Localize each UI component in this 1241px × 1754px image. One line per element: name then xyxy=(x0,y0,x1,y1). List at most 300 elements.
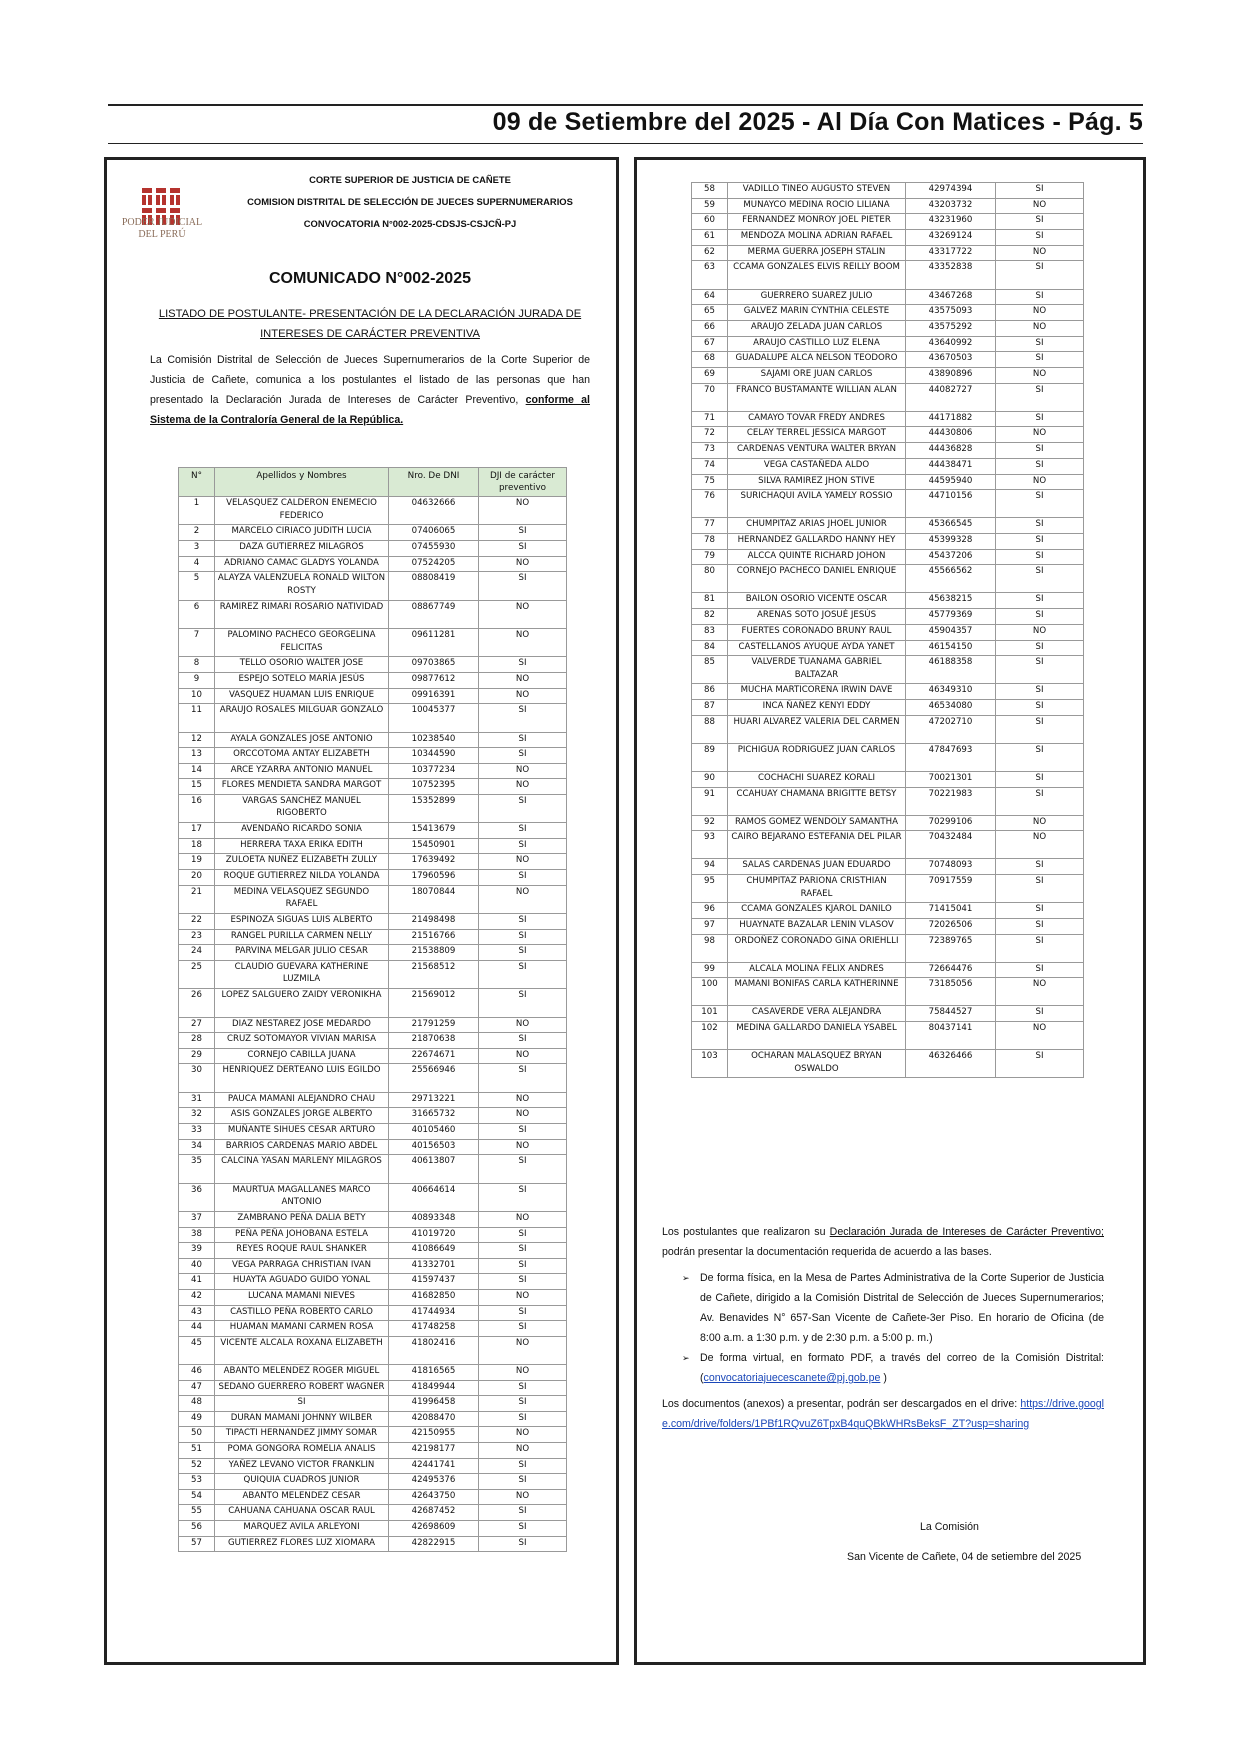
cell-dni: 42495376 xyxy=(389,1474,479,1490)
cell-name: GALVEZ MARIN CYNTHIA CELESTE xyxy=(728,305,906,321)
cell-number: 63 xyxy=(692,261,728,289)
cell-number: 77 xyxy=(692,518,728,534)
cell-number: 49 xyxy=(179,1411,215,1427)
cell-number: 73 xyxy=(692,443,728,459)
cell-number: 31 xyxy=(179,1092,215,1108)
cell-name: AVENDAÑO RICARDO SONIA xyxy=(215,823,389,839)
cell-dji: NO xyxy=(479,1365,567,1381)
table-row xyxy=(692,978,1084,1006)
cell-dni: 21569012 xyxy=(389,989,479,1017)
cell-dni: 09916391 xyxy=(389,688,479,704)
cell-dji: NO xyxy=(479,1443,567,1459)
cell-name: ROQUE GUTIERREZ NILDA YOLANDA xyxy=(215,870,389,886)
cell-dni: 08808419 xyxy=(389,572,479,600)
cell-number: 20 xyxy=(179,870,215,886)
cell-number: 62 xyxy=(692,245,728,261)
org-call-number: CONVOCATORIA N°002-2025-CDSJS-CSJCÑ-PJ xyxy=(303,218,517,229)
cell-dni: 25566946 xyxy=(389,1064,479,1092)
cell-dji: SI xyxy=(996,609,1084,625)
cell-dji: SI xyxy=(479,657,567,673)
cell-number: 12 xyxy=(179,732,215,748)
cell-dji: NO xyxy=(996,427,1084,443)
cell-number: 93 xyxy=(692,831,728,859)
table-row xyxy=(179,960,567,988)
cell-name: ASIS GONZALES JORGE ALBERTO xyxy=(215,1108,389,1124)
table-row xyxy=(179,572,567,600)
cell-dni: 72026506 xyxy=(906,918,996,934)
cell-number: 44 xyxy=(179,1321,215,1337)
cell-name: VICENTE ALCALA ROXANA ELIZABETH xyxy=(215,1336,389,1364)
table-row xyxy=(692,245,1084,261)
table-row xyxy=(692,443,1084,459)
cell-dni: 41816565 xyxy=(389,1365,479,1381)
cell-dni: 44595940 xyxy=(906,474,996,490)
cell-dni: 07455930 xyxy=(389,540,479,556)
cell-dni: 10238540 xyxy=(389,732,479,748)
header-rule-top xyxy=(108,104,1143,106)
table-row xyxy=(692,815,1084,831)
cell-dji: SI xyxy=(996,743,1084,771)
cell-name: PEÑA PEÑA JOHOBANA ESTELA xyxy=(215,1227,389,1243)
applicant-table-part1 xyxy=(178,467,567,1552)
cell-name: TIPACTI HERNANDEZ JIMMY SOMAR xyxy=(215,1427,389,1443)
cell-dji: NO xyxy=(479,885,567,913)
cell-number: 10 xyxy=(179,688,215,704)
cell-name: VASQUEZ HUAMAN LUIS ENRIQUE xyxy=(215,688,389,704)
cell-dni: 41597437 xyxy=(389,1274,479,1290)
cell-dni: 42687452 xyxy=(389,1505,479,1521)
cell-dji: SI xyxy=(479,960,567,988)
cell-dji: SI xyxy=(479,1123,567,1139)
table-row xyxy=(179,1064,567,1092)
cell-name: BAILON OSORIO VICENTE OSCAR xyxy=(728,593,906,609)
cell-name: ARAUJO CASTILLO LUZ ELENA xyxy=(728,336,906,352)
cell-dni: 41019720 xyxy=(389,1227,479,1243)
cell-name: ALAYZA VALENZUELA RONALD WILTON ROSTY xyxy=(215,572,389,600)
cell-number: 55 xyxy=(179,1505,215,1521)
cell-dji: SI xyxy=(479,1227,567,1243)
cell-dni: 17960596 xyxy=(389,870,479,886)
table-row xyxy=(179,1017,567,1033)
cell-dni: 45638215 xyxy=(906,593,996,609)
cell-dni: 47202710 xyxy=(906,715,996,743)
cell-name: CASAVERDE VERA ALEJANDRA xyxy=(728,1006,906,1022)
table-row xyxy=(179,779,567,795)
table-row xyxy=(179,945,567,961)
cell-dji: SI xyxy=(996,490,1084,518)
table-row xyxy=(179,628,567,656)
cell-number: 67 xyxy=(692,336,728,352)
cell-name: ARCE YZARRA ANTONIO MANUEL xyxy=(215,763,389,779)
cell-name: HERRERA TAXA ERIKA EDITH xyxy=(215,838,389,854)
cell-dni: 29713221 xyxy=(389,1092,479,1108)
cell-dji: NO xyxy=(479,1139,567,1155)
cell-dji: NO xyxy=(996,320,1084,336)
cell-dni: 21498498 xyxy=(389,914,479,930)
cell-name: CAMAYO TOVAR FREDY ANDRES xyxy=(728,411,906,427)
cell-dji: SI xyxy=(479,1243,567,1259)
cell-dji: SI xyxy=(996,183,1084,199)
cell-dni: 41748258 xyxy=(389,1321,479,1337)
cell-dni: 47847693 xyxy=(906,743,996,771)
cell-number: 23 xyxy=(179,929,215,945)
cell-dji: NO xyxy=(479,763,567,779)
cell-number: 100 xyxy=(692,978,728,1006)
cell-number: 71 xyxy=(692,411,728,427)
logo-caption xyxy=(118,217,206,241)
table-row xyxy=(179,1123,567,1139)
cell-dni: 21791259 xyxy=(389,1017,479,1033)
cell-name: PALOMINO PACHECO GEORGELINA FELICITAS xyxy=(215,628,389,656)
cell-number: 59 xyxy=(692,198,728,214)
table-row xyxy=(179,1289,567,1305)
cell-number: 89 xyxy=(692,743,728,771)
cell-number: 21 xyxy=(179,885,215,913)
table-row xyxy=(692,831,1084,859)
table-row xyxy=(179,1155,567,1183)
cell-name: ARAUJO ZELADA JUAN CARLOS xyxy=(728,320,906,336)
cell-dji: SI xyxy=(479,1521,567,1537)
cell-number: 36 xyxy=(179,1183,215,1211)
cell-name: SILVA RAMIREZ JHON STIVE xyxy=(728,474,906,490)
cell-number: 65 xyxy=(692,305,728,321)
header-rule-bottom xyxy=(108,143,1143,144)
cell-number: 99 xyxy=(692,962,728,978)
cell-dni: 42822915 xyxy=(389,1536,479,1552)
cell-dni: 41332701 xyxy=(389,1258,479,1274)
table-row xyxy=(692,383,1084,411)
cell-name: CALCINA YASAN MARLENY MILAGROS xyxy=(215,1155,389,1183)
cell-number: 5 xyxy=(179,572,215,600)
cell-name: ALCALA MOLINA FELIX ANDRES xyxy=(728,962,906,978)
cell-dji: SI xyxy=(479,540,567,556)
table-row xyxy=(692,699,1084,715)
cell-number: 19 xyxy=(179,854,215,870)
table-row xyxy=(692,474,1084,490)
cell-name: MAMANI BONIFAS CARLA KATHERINNE xyxy=(728,978,906,1006)
cell-name: MEDINA GALLARDO DANIELA YSABEL xyxy=(728,1022,906,1050)
cell-dni: 21568512 xyxy=(389,960,479,988)
cell-dni: 42974394 xyxy=(906,183,996,199)
cell-dni: 15450901 xyxy=(389,838,479,854)
cell-dni: 31665732 xyxy=(389,1108,479,1124)
table-row xyxy=(692,875,1084,903)
cell-dni: 70221983 xyxy=(906,787,996,815)
table-row xyxy=(179,1443,567,1459)
table-row xyxy=(692,230,1084,246)
notice-declaration-link: Declaración Jurada de Intereses de Carácter Preventivo; xyxy=(829,1226,1104,1238)
cell-dni: 75844527 xyxy=(906,1006,996,1022)
cell-number: 34 xyxy=(179,1139,215,1155)
cell-number: 58 xyxy=(692,183,728,199)
cell-number: 96 xyxy=(692,903,728,919)
cell-name: CRUZ SOTOMAYOR VIVIAN MARISA xyxy=(215,1033,389,1049)
cell-dni: 46349310 xyxy=(906,684,996,700)
cell-name: FERNANDEZ MONROY JOEL PIETER xyxy=(728,214,906,230)
cell-name: PICHIGUA RODRIGUEZ JUAN CARLOS xyxy=(728,743,906,771)
cell-dni: 41744934 xyxy=(389,1305,479,1321)
cell-name: FRANCO BUSTAMANTE WILLIAN ALAN xyxy=(728,383,906,411)
cell-number: 50 xyxy=(179,1427,215,1443)
col-header-dji: DJI de carácter preventivo xyxy=(479,468,567,497)
cell-number: 98 xyxy=(692,934,728,962)
table-row xyxy=(179,704,567,732)
subtitle: LISTADO DE POSTULANTE- PRESENTACIÓN DE LA DECLARACIÓN JURADA DE INTERESES DE CARÁCTER PREVENTIVA xyxy=(158,308,582,340)
cell-number: 97 xyxy=(692,918,728,934)
cell-dji: NO xyxy=(996,831,1084,859)
cell-number: 103 xyxy=(692,1050,728,1078)
bullet-arrow-icon: ➢ xyxy=(682,1353,690,1363)
cell-dji: NO xyxy=(479,1336,567,1364)
table-row xyxy=(179,794,567,822)
cell-name: SURICHAQUI AVILA YAMELY ROSSIO xyxy=(728,490,906,518)
cell-dji: SI xyxy=(996,1006,1084,1022)
cell-dji: SI xyxy=(479,823,567,839)
cell-number: 7 xyxy=(179,628,215,656)
table-row xyxy=(692,549,1084,565)
cell-dji: SI xyxy=(996,549,1084,565)
table-row xyxy=(692,565,1084,593)
cell-dni: 44710156 xyxy=(906,490,996,518)
cell-number: 101 xyxy=(692,1006,728,1022)
cell-dni: 80437141 xyxy=(906,1022,996,1050)
cell-dni: 21538809 xyxy=(389,945,479,961)
cell-name: GUERRERO SUAREZ JULIO xyxy=(728,289,906,305)
cell-dni: 15352899 xyxy=(389,794,479,822)
table-row xyxy=(179,1274,567,1290)
cell-name: LOPEZ SALGUERO ZAIDY VERONIKHA xyxy=(215,989,389,1017)
cell-number: 17 xyxy=(179,823,215,839)
cell-name: PARVINA MELGAR JULIO CESAR xyxy=(215,945,389,961)
cell-name: TELLO OSORIO WALTER JOSE xyxy=(215,657,389,673)
cell-number: 27 xyxy=(179,1017,215,1033)
cell-number: 41 xyxy=(179,1274,215,1290)
cell-dji: NO xyxy=(479,497,567,525)
cell-dji: SI xyxy=(479,1258,567,1274)
cell-name: ARENAS SOTO JOSUÉ JESÚS xyxy=(728,609,906,625)
cell-dni: 07406065 xyxy=(389,525,479,541)
cell-name: VARGAS SANCHEZ MANUEL RIGOBERTO xyxy=(215,794,389,822)
cell-name: FUERTES CORONADO BRUNY RAUL xyxy=(728,624,906,640)
table-row xyxy=(179,1536,567,1552)
cell-name: CORNEJO CABILLA JUANA xyxy=(215,1048,389,1064)
table-row xyxy=(692,183,1084,199)
cell-dni: 45904357 xyxy=(906,624,996,640)
cell-dni: 44430806 xyxy=(906,427,996,443)
cell-number: 80 xyxy=(692,565,728,593)
bullet-physical xyxy=(662,1268,1104,1348)
table-row xyxy=(179,1336,567,1364)
cell-name: AYALA GONZALES JOSE ANTONIO xyxy=(215,732,389,748)
cell-number: 72 xyxy=(692,427,728,443)
cell-number: 61 xyxy=(692,230,728,246)
cell-number: 88 xyxy=(692,715,728,743)
cell-dni: 44436828 xyxy=(906,443,996,459)
cell-name: CASTELLANOS AYUQUE AYDA YANET xyxy=(728,640,906,656)
cell-number: 76 xyxy=(692,490,728,518)
cell-dni: 41086649 xyxy=(389,1243,479,1259)
cell-dji: SI xyxy=(996,934,1084,962)
bullet-virtual-text-b: ) xyxy=(880,1372,887,1384)
cell-name: CARDENAS VENTURA WALTER BRYAN xyxy=(728,443,906,459)
cell-number: 48 xyxy=(179,1396,215,1412)
table-row xyxy=(692,1006,1084,1022)
cell-dji: SI xyxy=(479,1183,567,1211)
cell-dni: 44171882 xyxy=(906,411,996,427)
cell-name: HERNANDEZ GALLARDO HANNY HEY xyxy=(728,533,906,549)
cell-dji: SI xyxy=(996,715,1084,743)
commission-email-link[interactable]: convocatoriajuecescanete@pj.gob.pe xyxy=(703,1372,881,1384)
cell-number: 102 xyxy=(692,1022,728,1050)
cell-dni: 42088470 xyxy=(389,1411,479,1427)
page-title: COMUNICADO N°002-2025 xyxy=(268,270,471,287)
cell-dni: 42643750 xyxy=(389,1489,479,1505)
cell-dji: NO xyxy=(996,474,1084,490)
cell-dni: 43231960 xyxy=(906,214,996,230)
cell-number: 46 xyxy=(179,1365,215,1381)
cell-dji: SI xyxy=(479,1458,567,1474)
cell-name: DIAZ NESTAREZ JOSE MEDARDO xyxy=(215,1017,389,1033)
cell-number: 68 xyxy=(692,352,728,368)
cell-number: 40 xyxy=(179,1258,215,1274)
cell-dji: SI xyxy=(996,458,1084,474)
cell-dji: SI xyxy=(479,945,567,961)
cell-dji: SI xyxy=(479,1411,567,1427)
cell-name: MAURTUA MAGALLANES MARCO ANTONIO xyxy=(215,1183,389,1211)
cell-dji: NO xyxy=(996,1022,1084,1050)
cell-dji: SI xyxy=(996,411,1084,427)
cell-dni: 70748093 xyxy=(906,859,996,875)
table-row xyxy=(692,367,1084,383)
cell-number: 16 xyxy=(179,794,215,822)
bullet-virtual xyxy=(662,1348,1104,1388)
cell-dji: SI xyxy=(479,1536,567,1552)
table-row xyxy=(692,533,1084,549)
cell-number: 81 xyxy=(692,593,728,609)
cell-number: 75 xyxy=(692,474,728,490)
cell-name: MUNAYCO MEDINA ROCIO LILIANA xyxy=(728,198,906,214)
cell-name: REYES ROQUE RAUL SHANKER xyxy=(215,1243,389,1259)
cell-name: RANGEL PURILLA CARMEN NELLY xyxy=(215,929,389,945)
table-row xyxy=(179,1365,567,1381)
table-row xyxy=(179,1108,567,1124)
cell-dji: SI xyxy=(996,565,1084,593)
cell-dji: SI xyxy=(996,289,1084,305)
table-row xyxy=(692,771,1084,787)
cell-dni: 44438471 xyxy=(906,458,996,474)
cell-dni: 04632666 xyxy=(389,497,479,525)
cell-dni: 70432484 xyxy=(906,831,996,859)
cell-name: SAJAMI ORE JUAN CARLOS xyxy=(728,367,906,383)
cell-dji: SI xyxy=(996,1050,1084,1078)
cell-number: 14 xyxy=(179,763,215,779)
cell-dji: NO xyxy=(479,1289,567,1305)
cell-dji: SI xyxy=(996,787,1084,815)
cell-dji: SI xyxy=(996,903,1084,919)
cell-number: 22 xyxy=(179,914,215,930)
table-row xyxy=(692,427,1084,443)
cell-name: DURAN MAMANI JOHNNY WILBER xyxy=(215,1411,389,1427)
cell-dni: 07524205 xyxy=(389,556,479,572)
cell-name: CASTILLO PEÑA ROBERTO CARLO xyxy=(215,1305,389,1321)
table-row xyxy=(179,1227,567,1243)
table-row xyxy=(179,1458,567,1474)
cell-dni: 15413679 xyxy=(389,823,479,839)
cell-dni: 09611281 xyxy=(389,628,479,656)
org-court-name: CORTE SUPERIOR DE JUSTICIA DE CAÑETE xyxy=(309,174,511,185)
cell-name: VELASQUEZ CALDERON ENEMECIO FEDERICO xyxy=(215,497,389,525)
cell-name: OCHARAN MALASQUEZ BRYAN OSWALDO xyxy=(728,1050,906,1078)
cell-dji: NO xyxy=(996,815,1084,831)
cell-dni: 17639492 xyxy=(389,854,479,870)
cell-dni: 46188358 xyxy=(906,656,996,684)
table-row xyxy=(692,352,1084,368)
cell-dji: SI xyxy=(996,230,1084,246)
table-row xyxy=(179,748,567,764)
cell-dji: NO xyxy=(996,624,1084,640)
cell-number: 52 xyxy=(179,1458,215,1474)
cell-dji: SI xyxy=(996,336,1084,352)
submission-options xyxy=(662,1268,1104,1388)
cell-name: LUCANA MAMANI NIEVES xyxy=(215,1289,389,1305)
cell-name: MARCELO CIRIACO JUDITH LUCIA xyxy=(215,525,389,541)
drive-link[interactable]: https://drive.google.com/drive/folders/1PBf1RQvuZ6TpxB4quQBkWHRsBeksF_ZT?usp=sharing xyxy=(662,1398,1104,1430)
cell-dni: 43640992 xyxy=(906,336,996,352)
cell-name: MEDINA VELASQUEZ SEGUNDO RAFAEL xyxy=(215,885,389,913)
cell-name: CELAY TERREL JESSICA MARGOT xyxy=(728,427,906,443)
cell-dji: NO xyxy=(479,628,567,656)
table-row xyxy=(179,763,567,779)
cell-dni: 45566562 xyxy=(906,565,996,593)
cell-dni: 40156503 xyxy=(389,1139,479,1155)
cell-dni: 43317722 xyxy=(906,245,996,261)
table-row xyxy=(692,787,1084,815)
cell-number: 26 xyxy=(179,989,215,1017)
table-row xyxy=(179,1411,567,1427)
table-row xyxy=(179,1139,567,1155)
cell-number: 11 xyxy=(179,704,215,732)
cell-number: 90 xyxy=(692,771,728,787)
cell-name: MERMA GUERRA JOSEPH STALIN xyxy=(728,245,906,261)
cell-dni: 42150955 xyxy=(389,1427,479,1443)
table-row xyxy=(179,1048,567,1064)
cell-name: INCA ÑAÑEZ KENYI EDDY xyxy=(728,699,906,715)
cell-dni: 41802416 xyxy=(389,1336,479,1364)
cell-dni: 10377234 xyxy=(389,763,479,779)
cell-name: HUAMAN MAMANI CARMEN ROSA xyxy=(215,1321,389,1337)
cell-name: VEGA PARRAGA CHRISTIAN IVAN xyxy=(215,1258,389,1274)
cell-number: 32 xyxy=(179,1108,215,1124)
cell-dni: 42198177 xyxy=(389,1443,479,1459)
table-row xyxy=(692,962,1084,978)
cell-dji: SI xyxy=(479,914,567,930)
cell-dni: 43203732 xyxy=(906,198,996,214)
cell-number: 69 xyxy=(692,367,728,383)
table-row xyxy=(692,640,1084,656)
table-row xyxy=(179,525,567,541)
table-row xyxy=(179,823,567,839)
cell-name: HUAYNATE BAZALAR LENIN VLASOV xyxy=(728,918,906,934)
cell-dni: 18070844 xyxy=(389,885,479,913)
cell-name: SALAS CARDENAS JUAN EDUARDO xyxy=(728,859,906,875)
table-row xyxy=(179,870,567,886)
cell-dji: SI xyxy=(479,525,567,541)
table-row xyxy=(179,688,567,704)
cell-dni: 41682850 xyxy=(389,1289,479,1305)
cell-name: MUÑANTE SIHUES CESAR ARTURO xyxy=(215,1123,389,1139)
cell-dji: SI xyxy=(479,870,567,886)
cell-name: POMA GONGORA ROMELIA ANALIS xyxy=(215,1443,389,1459)
